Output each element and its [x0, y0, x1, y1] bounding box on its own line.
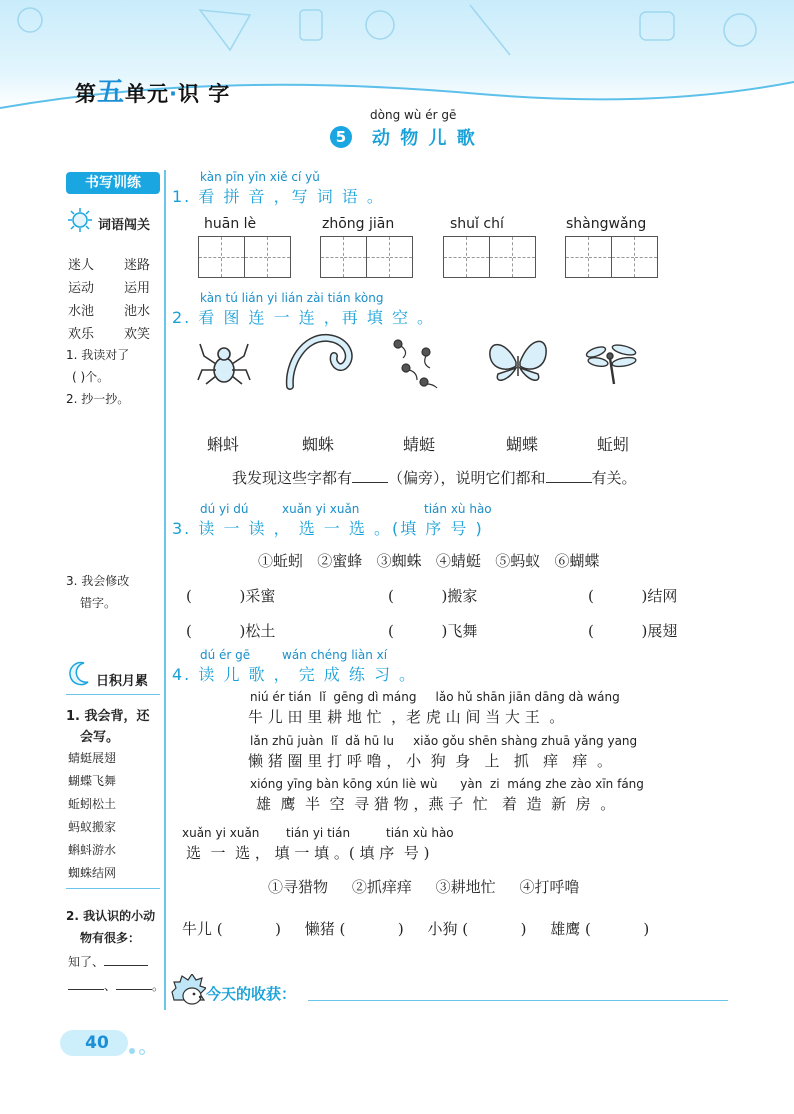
q3-text: 3. 读 一 读 ， 选 一 选 。(填 序 号 ) [172, 519, 484, 538]
animals-known: 知了、 [68, 955, 105, 969]
sidebar-word: 欢笑 [124, 327, 151, 342]
q3-pinyin-a: dú yi dú [200, 502, 249, 516]
q3-blank[interactable]: ( )松土 [186, 622, 276, 640]
harvest-line[interactable] [308, 1000, 728, 1001]
sidebar-q1: 1. 我读对了 [66, 348, 130, 362]
lesson-pinyin: dòng wù ér gē [370, 108, 457, 122]
hedgehog-icon [170, 974, 206, 1008]
q1-pinyin: kàn pīn yīn xiě cí yǔ [200, 170, 320, 184]
recite-line1: 1. 我会背，还 [66, 709, 150, 724]
q4-text: 4. 读 儿 歌 ， 完 成 练 习 。 [172, 665, 418, 684]
animals-blank-2[interactable] [68, 989, 104, 990]
phrase: 蝌蚪游水 [68, 843, 117, 857]
q3-blank[interactable]: ( )展翅 [588, 622, 678, 640]
q4-pinyin-b: wán chéng liàn xí [282, 648, 388, 662]
song-line: 牛 儿 田 里 耕 地 忙 ，老 虎 山 间 当 大 王 。 [248, 708, 565, 726]
q3-blank[interactable]: ( )采蜜 [186, 587, 276, 605]
song-line: 雄 鹰 半 空 寻 猎 物 ，燕 子 忙 着 造 新 房 。 [256, 795, 616, 813]
sidebar-word: 迷人 [68, 258, 95, 273]
animals-blank-3[interactable] [116, 989, 152, 990]
animals-line4 [68, 977, 164, 994]
phrase: 蝴蝶飞舞 [68, 774, 117, 788]
animal-name: 蜻蜓 [403, 435, 436, 454]
writing-grid[interactable] [320, 236, 413, 278]
song-pinyin: xióng yīng bàn kōng xún liè wù yàn zi máng zhe zào xīn fáng [250, 777, 644, 791]
sub-pinyin-a: xuǎn yi xuǎn [182, 826, 260, 840]
phrase: 蜻蜓展翅 [68, 751, 117, 765]
q2-text: 2. 看 图 连 一 连 ，再 填 空 。 [172, 308, 436, 327]
animals-line3 [68, 953, 148, 970]
animals-line2: 物有很多： [80, 931, 141, 945]
q1-text: 1. 看 拼 音 ，写 词 语 。 [172, 187, 385, 206]
bubble-dots [128, 1044, 150, 1058]
moon-icon [66, 660, 92, 688]
q4-options: ①寻猎物 ②抓痒痒 ③耕地忙 ④打呼噜 [268, 878, 580, 896]
sidebar-word: 欢乐 [68, 327, 95, 342]
phrase: 蜘蛛结网 [68, 866, 117, 880]
banner-decoration [0, 0, 794, 80]
butterfly-icon [486, 332, 550, 392]
lesson-number-badge: 5 [330, 126, 352, 148]
daily-tag: 日积月累 [96, 674, 149, 689]
animals-sep: 、 [104, 979, 117, 993]
sidebar-word: 运用 [124, 281, 151, 296]
q2-sentence [232, 467, 637, 488]
q3-pinyin-c: tián xù hào [424, 502, 492, 516]
q2-pinyin: kàn tú lián yi lián zài tián kòng [200, 291, 384, 305]
sub-pinyin-c: tián xù hào [386, 826, 454, 840]
q1-pinyin-item: shuǐ chí [450, 216, 504, 232]
q3-options: ①蚯蚓 ②蜜蜂 ③蜘蛛 ④蜻蜓 ⑤蚂蚁 ⑥蝴蝶 [258, 552, 600, 570]
q2-sentence-b: （偏旁），说明它们都和 [388, 469, 546, 487]
radical-blank[interactable] [352, 482, 388, 483]
animal-name: 蝴蝶 [506, 435, 539, 454]
animal-name: 蜘蛛 [302, 435, 335, 454]
sidebar-q3: 3. 我会修改 [66, 574, 130, 588]
unit-prefix: 第 [75, 82, 97, 106]
q1-pinyin-item: shàngwǎng [566, 216, 647, 232]
sidebar-q3-line2: 错字。 [80, 596, 117, 610]
song-pinyin: lǎn zhū juàn lǐ dǎ hū lu xiǎo gǒu shēn shàng zhuā yǎng yang [250, 734, 638, 748]
q3-blank[interactable]: ( )飞舞 [388, 622, 478, 640]
animal-name: 蝌蚪 [207, 435, 240, 454]
page-number: 40 [85, 1033, 109, 1053]
animals-end: 。 [152, 979, 165, 993]
sidebar-word: 运动 [68, 281, 95, 296]
phrase: 蚂蚁搬家 [68, 820, 117, 834]
song-line: 懒 猪 圈 里 打 呼 噜 ， 小 狗 身 上 抓 痒 痒 。 [248, 752, 612, 770]
sidebar-q2: 2. 抄一抄。 [66, 392, 130, 406]
sidebar-divider [66, 694, 160, 695]
q4-sub-text: 选 一 选 ， 填 一 填 。( 填 序 号 ) [186, 844, 430, 862]
q3-blank[interactable]: ( )搬家 [388, 587, 478, 605]
sidebar-q1-count: ( )个。 [72, 370, 110, 384]
animals-line1: 2. 我认识的小动 [66, 909, 156, 923]
spider-icon [196, 334, 252, 390]
writing-grid[interactable] [198, 236, 291, 278]
lesson-title: 动 物 儿 歌 [372, 128, 477, 149]
writing-grid[interactable] [443, 236, 536, 278]
earthworm-icon [284, 330, 358, 390]
unit-topic: 识 字 [177, 82, 231, 106]
q1-pinyin-item: zhōng jiān [322, 216, 395, 232]
writing-grid[interactable] [565, 236, 658, 278]
q1-pinyin-item: huān lè [204, 216, 257, 232]
unit-number: 五 [97, 77, 125, 108]
unit-suffix: 单元 [125, 82, 169, 106]
phrase: 蚯蚓松土 [68, 797, 117, 811]
animals-blank-1[interactable] [104, 965, 148, 966]
q4-answers[interactable]: 牛儿 ( ) 懒猪 ( ) 小狗 ( ) 雄鹰 ( ) [182, 920, 650, 938]
sidebar-vertical-divider [164, 170, 166, 1010]
q4-pinyin-a: dú ér gē [200, 648, 251, 662]
sun-icon [66, 206, 94, 234]
harvest-label: 今天的收获： [206, 985, 297, 1003]
word-pass-label: 词语闯关 [98, 218, 151, 233]
dragonfly-icon [584, 340, 638, 386]
unit-title [75, 70, 230, 109]
q2-sentence-a: 我发现这些字都有 [232, 469, 353, 487]
unit-dot: · [169, 82, 178, 106]
sidebar-divider [66, 888, 160, 889]
q3-blank[interactable]: ( )结网 [588, 587, 678, 605]
tadpole-icon [386, 334, 442, 390]
writing-training-tag: 书写训练 [66, 172, 160, 194]
q3-pinyin-b: xuǎn yi xuǎn [282, 502, 360, 516]
song-pinyin: niú ér tián lǐ gēng dì máng lǎo hǔ shān jiān dāng dà wáng [250, 690, 620, 704]
q2-sentence-c: 有关。 [591, 469, 637, 487]
sub-pinyin-b: tián yi tián [286, 826, 351, 840]
animal-name: 蚯蚓 [597, 435, 630, 454]
sidebar-word: 池水 [124, 304, 151, 319]
sidebar-word: 水池 [68, 304, 95, 319]
recite-line2: 会写。 [80, 730, 120, 745]
related-blank[interactable] [546, 482, 592, 483]
sidebar-word: 迷路 [124, 258, 151, 273]
